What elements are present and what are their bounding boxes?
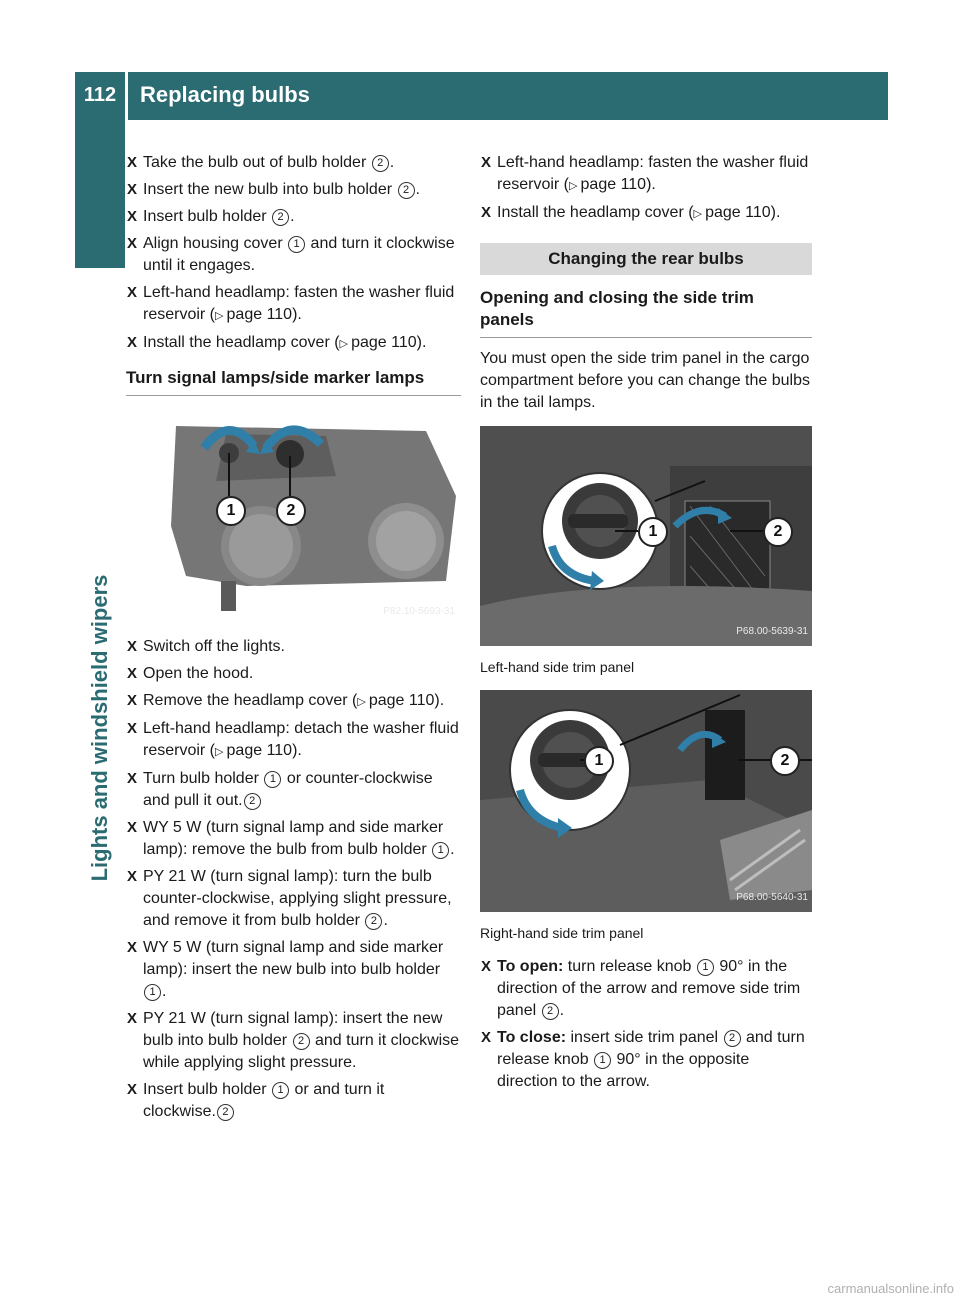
step-text: or	[290, 1081, 314, 1098]
step-item	[126, 1008, 461, 1074]
right-trim-figure	[480, 690, 812, 912]
step-text: 90° in the opposite direction to the arrow.	[497, 1051, 750, 1090]
callout-ref-icon: 1	[144, 984, 161, 1001]
right-trim-illustration	[480, 690, 812, 912]
header-divider	[125, 72, 128, 120]
step-text: ).	[770, 204, 781, 221]
step-item	[126, 817, 461, 861]
step-text: PY 21 W (turn signal lamp): insert the new bulb into bulb holder	[143, 1010, 443, 1049]
page-ref-link: page 110	[705, 204, 771, 221]
step-marker-icon: X	[481, 1029, 492, 1046]
step-text: WY 5 W (turn signal lamp and side marker lamp): insert the new bulb into bulb holder	[143, 939, 444, 978]
step-text: .	[450, 841, 455, 858]
page-ref-link: page 110	[580, 176, 647, 193]
step-text: ).	[434, 692, 445, 709]
step-text: and turn it clockwise until it engages.	[143, 235, 455, 274]
figure-code: P68.00-5639-31	[736, 626, 808, 637]
step-marker-icon: X	[127, 334, 138, 351]
step-text: ).	[292, 742, 302, 759]
step-item	[126, 179, 461, 201]
step-text: Insert bulb holder	[143, 1081, 272, 1098]
step-marker-icon: X	[127, 819, 138, 836]
page-ref-arrow-icon: ▷	[569, 180, 581, 192]
step-marker-icon: X	[127, 692, 138, 709]
step-text: Take the bulb out of bulb holder	[143, 154, 371, 171]
callout-ref-icon: 1	[432, 842, 449, 859]
step-text: .	[290, 208, 295, 225]
step-item	[480, 152, 812, 197]
step-list	[480, 956, 812, 1093]
step-item	[480, 956, 812, 1022]
step-text: Insert the new bulb into bulb holder	[143, 181, 397, 198]
callout-ref-icon: 1	[594, 1052, 611, 1069]
left-trim-figure	[480, 426, 812, 646]
callout-2: 2	[763, 517, 793, 547]
step-marker-icon: X	[127, 665, 138, 682]
callout-ref-icon: 2	[724, 1030, 741, 1047]
step-lead-label: To open:	[497, 958, 564, 975]
headlamp-figure	[126, 406, 459, 626]
figure-code: P82.10-5693-31	[383, 606, 455, 617]
step-marker-icon: X	[127, 720, 138, 737]
callout-ref-icon: 1	[264, 771, 281, 788]
step-item	[126, 663, 461, 685]
step-item	[126, 206, 461, 228]
step-marker-icon: X	[481, 154, 492, 171]
step-text: Insert bulb holder	[143, 208, 272, 225]
step-item	[480, 202, 812, 225]
callout-1: 1	[638, 517, 668, 547]
step-text: 90° in the direction of the arrow and remove side trim panel	[497, 958, 801, 1019]
step-marker-icon: X	[481, 204, 492, 221]
callout-ref-icon: 2	[542, 1003, 559, 1020]
callout-ref-icon: 2	[244, 793, 261, 810]
step-item	[126, 768, 461, 812]
callout-2: 2	[770, 746, 800, 776]
step-text: or	[282, 770, 306, 787]
page-number: 112	[83, 84, 117, 106]
callout-2: 2	[276, 496, 306, 526]
side-chapter-label: Lights and windshield wipers	[87, 574, 112, 882]
step-marker-icon: X	[127, 1081, 138, 1098]
intro-paragraph: You must open the side trim panel in the cargo compartment before you can change the bulbs in the tail lamps.	[480, 350, 810, 411]
heading-turn-signal: Turn signal lamps/side marker lamps	[126, 367, 461, 396]
step-lead-label: To close:	[497, 1029, 567, 1046]
callout-ref-icon: 2	[372, 155, 389, 172]
step-text: and turn it clockwise while applying slight pressure.	[143, 1032, 460, 1071]
step-item	[126, 1079, 461, 1123]
step-text: Left-hand headlamp: fasten the washer fluid reservoir (	[143, 284, 455, 323]
step-text: and turn release knob	[497, 1029, 805, 1068]
page-ref-link: page 110	[226, 742, 293, 759]
callout-ref-icon: 1	[697, 959, 714, 976]
step-marker-icon: X	[481, 958, 492, 975]
step-text: .	[559, 1002, 565, 1019]
step-text: .	[383, 912, 388, 929]
page-ref-arrow-icon: ▷	[215, 746, 227, 758]
callout-1: 1	[216, 496, 246, 526]
step-marker-icon: X	[127, 939, 138, 956]
callout-ref-icon: 2	[293, 1033, 310, 1050]
step-marker-icon: X	[127, 181, 138, 198]
step-text: Open the hood.	[143, 665, 254, 682]
step-item	[126, 332, 461, 355]
right-column	[480, 152, 812, 1098]
step-text: .	[389, 154, 395, 171]
callout-ref-icon: 2	[272, 209, 289, 226]
step-text: Remove the headlamp cover (	[143, 692, 358, 709]
heading-side-trim: Opening and closing the side trim panels	[480, 287, 812, 338]
step-item	[126, 690, 461, 713]
step-marker-icon: X	[127, 235, 138, 252]
step-item	[126, 282, 461, 327]
step-text: .	[162, 983, 167, 1000]
step-text: ).	[292, 306, 302, 323]
page-ref-link: page 110	[226, 306, 293, 323]
step-marker-icon: X	[127, 1010, 138, 1027]
step-text: Install the headlamp cover (	[143, 334, 340, 351]
callout-ref-icon: 2	[365, 913, 382, 930]
step-text: Switch off the lights.	[143, 638, 285, 655]
watermark: carmanualsonline.info	[827, 1281, 954, 1296]
page-ref-link: page 110	[351, 334, 417, 351]
step-marker-icon: X	[127, 868, 138, 885]
caption-right-trim: Right-hand side trim panel	[480, 925, 644, 941]
step-list	[126, 636, 461, 1123]
step-item	[126, 718, 461, 763]
step-list	[480, 152, 812, 225]
step-text: Install the headlamp cover (	[497, 204, 694, 221]
left-column	[126, 152, 461, 1128]
step-marker-icon: X	[127, 770, 138, 787]
step-text: WY 5 W (turn signal lamp and side marker lamp): remove the bulb from bulb holder	[143, 819, 444, 858]
callout-ref-icon: 1	[288, 236, 305, 253]
callout-ref-icon: 2	[217, 1104, 234, 1121]
step-marker-icon: X	[127, 284, 138, 301]
step-text: Left-hand headlamp: detach the washer fluid reservoir (	[143, 720, 459, 759]
caption-left-trim: Left-hand side trim panel	[480, 659, 635, 675]
section-title: Replacing bulbs	[140, 82, 310, 107]
step-text: .	[415, 181, 420, 198]
step-item	[126, 636, 461, 658]
step-text: insert side trim panel	[566, 1029, 723, 1046]
side-tab	[75, 120, 125, 268]
callout-1: 1	[584, 746, 614, 776]
step-item	[126, 152, 461, 174]
page-ref-arrow-icon: ▷	[693, 208, 706, 220]
page-ref-arrow-icon: ▷	[339, 338, 352, 350]
callout-ref-icon: 1	[272, 1082, 289, 1099]
step-text: ).	[416, 334, 427, 351]
step-marker-icon: X	[127, 638, 138, 655]
step-item	[126, 866, 461, 932]
step-text: counter-clockwise and pull it out.	[143, 770, 433, 809]
step-text: Turn bulb holder	[143, 770, 264, 787]
heading-rear-bulbs: Changing the rear bulbs	[480, 243, 812, 275]
step-item	[480, 1027, 812, 1093]
figure-code: P68.00-5640-31	[736, 892, 808, 903]
page-ref-link: page 110	[368, 692, 435, 709]
step-item	[126, 937, 461, 1003]
page-ref-arrow-icon: ▷	[215, 310, 227, 322]
step-text: Align housing cover	[143, 235, 288, 252]
step-text: PY 21 W (turn signal lamp): turn the bulb counter-clockwise, applying slight pressure, and remove it from bulb holder	[143, 868, 452, 929]
step-text: ).	[646, 176, 656, 193]
step-item	[126, 233, 461, 277]
step-text: Left-hand headlamp: fasten the washer fluid reservoir (	[497, 154, 809, 193]
step-list	[126, 152, 461, 355]
step-text: and turn it clockwise.	[143, 1081, 385, 1120]
step-text: turn release knob	[563, 958, 696, 975]
step-marker-icon: X	[127, 154, 138, 171]
page-ref-arrow-icon: ▷	[357, 696, 369, 708]
callout-ref-icon: 2	[398, 182, 415, 199]
step-marker-icon: X	[127, 208, 138, 225]
